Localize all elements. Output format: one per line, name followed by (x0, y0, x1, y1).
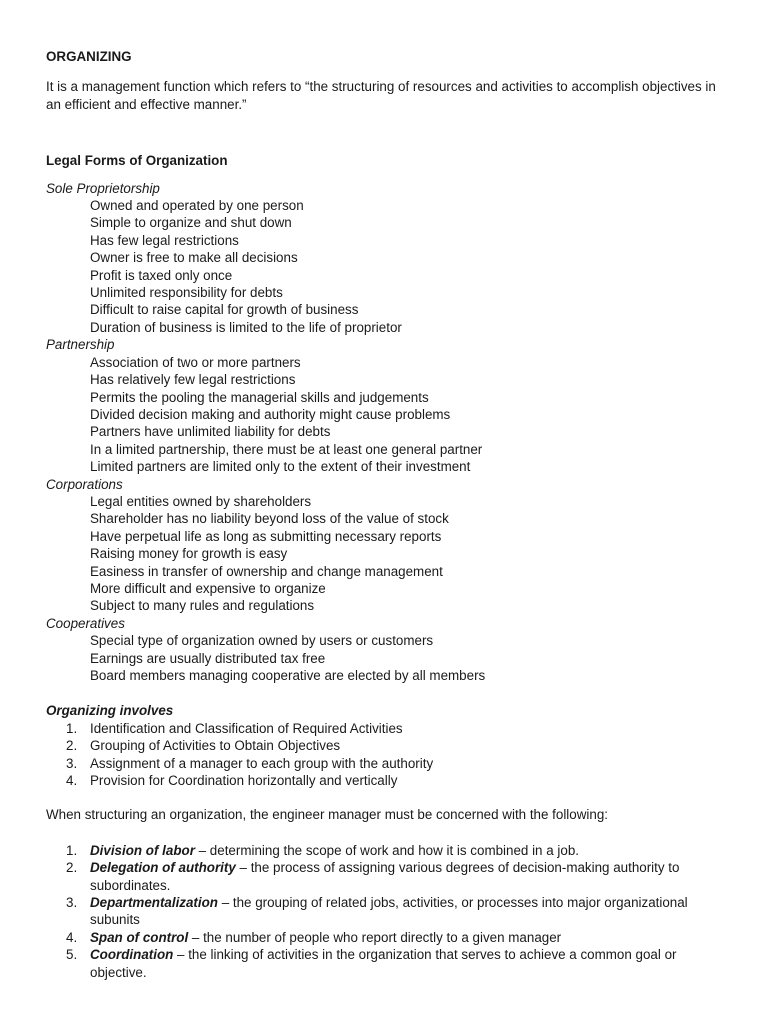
legal-form-item: Board members managing cooperative are elected by all members (90, 668, 486, 683)
list-number: 3. (66, 755, 78, 771)
legal-form-item: Shareholder has no liability beyond loss of the value of stock (90, 511, 449, 527)
legal-form-block (46, 615, 722, 685)
legal-form-name: Corporations (46, 476, 123, 492)
legal-form-item: Has relatively few legal restrictions (90, 372, 296, 388)
involves-item (46, 772, 722, 789)
legal-form-items (46, 197, 722, 336)
legal-form-item: Owner is free to make all decisions (90, 250, 298, 266)
legal-form-item: Unlimited responsibility for debts (90, 285, 283, 301)
concern-term: Coordination (90, 947, 174, 963)
legal-form-block (46, 336, 722, 475)
list-number: 1. (66, 720, 78, 736)
concern-description: – the process of assigning various degrees of decision-making authority to subordinates. (90, 860, 680, 893)
legal-form-name: Partnership (46, 337, 115, 353)
concern-description: – the grouping of related jobs, activities, or processes into major organizational subunits (90, 895, 688, 928)
concern-item (46, 894, 722, 929)
legal-form-item: Subject to many rules and regulations (90, 598, 315, 614)
intro-paragraph: It is a management function which refers to “the structuring of resources and activities to accomplish objectives in an efficient and effective manner.” (46, 79, 716, 112)
legal-form-item: Difficult to raise capital for growth of business (90, 302, 359, 318)
legal-form-item: Divided decision making and authority might cause problems (90, 406, 451, 422)
legal-form-block (46, 180, 722, 337)
legal-form-item: Association of two or more partners (90, 354, 301, 370)
involves-item-text: Identification and Classification of Required Activities (90, 720, 403, 736)
organizing-involves-heading: Organizing involves (46, 703, 174, 719)
list-number: 4. (66, 773, 78, 789)
legal-form-item: Have perpetual life as long as submitting necessary reports (90, 528, 442, 544)
concern-item (46, 842, 722, 859)
legal-form-item: More difficult and expensive to organize (90, 580, 326, 596)
legal-form-item: Simple to organize and shut down (90, 215, 292, 231)
concern-description: – the linking of activities in the organization that serves to achieve a common goal or objective. (90, 947, 677, 980)
organizing-involves-list (46, 720, 722, 790)
legal-form-item: Raising money for growth is easy (90, 546, 288, 562)
concern-term: Span of control (90, 929, 189, 945)
involves-item (46, 720, 722, 737)
legal-form-item: Profit is taxed only once (90, 267, 233, 283)
involves-item-text: Assignment of a manager to each group with the authority (90, 755, 434, 771)
legal-form-block (46, 476, 722, 615)
concern-term: Delegation of authority (90, 860, 236, 876)
legal-form-item: In a limited partnership, there must be at least one general partner (90, 441, 483, 457)
list-number: 3. (66, 895, 78, 911)
involves-item-text: Provision for Coordination horizontally and vertically (90, 773, 398, 789)
legal-form-item: Legal entities owned by shareholders (90, 493, 312, 509)
legal-form-item: Owned and operated by one person (90, 198, 304, 214)
legal-form-name: Cooperatives (46, 615, 125, 631)
legal-form-item: Duration of business is limited to the life of proprietor (90, 319, 402, 335)
concern-description: – the number of people who report directly to a given manager (188, 929, 562, 945)
concern-description: – determining the scope of work and how it is combined in a job. (194, 842, 579, 858)
concern-item (46, 859, 722, 894)
legal-form-item: Easiness in transfer of ownership and change management (90, 563, 443, 579)
legal-form-items (46, 632, 722, 684)
concern-term: Departmentalization (90, 895, 218, 911)
legal-form-name: Sole Proprietorship (46, 180, 160, 196)
list-number: 2. (66, 860, 78, 876)
legal-form-item: Limited partners are limited only to the extent of their investment (90, 459, 471, 475)
structuring-concerns-list (46, 842, 722, 981)
legal-form-item: Earnings are usually distributed tax free (90, 650, 326, 666)
concern-item (46, 946, 722, 981)
list-number: 1. (66, 842, 78, 858)
legal-form-item: Special type of organization owned by users or customers (90, 633, 434, 649)
document-title: ORGANIZING (46, 49, 132, 64)
legal-form-item: Permits the pooling the managerial skills and judgements (90, 389, 429, 405)
legal-form-item: Has few legal restrictions (90, 232, 239, 248)
concern-item (46, 929, 722, 946)
legal-forms-list (46, 180, 722, 685)
involves-item (46, 755, 722, 772)
involves-item (46, 737, 722, 754)
list-number: 5. (66, 947, 78, 963)
legal-form-items (46, 493, 722, 615)
concern-term: Division of labor (90, 842, 195, 858)
involves-item-text: Grouping of Activities to Obtain Objectives (90, 738, 341, 754)
legal-forms-heading: Legal Forms of Organization (46, 153, 228, 169)
list-number: 4. (66, 929, 78, 945)
list-number: 2. (66, 738, 78, 754)
legal-form-item: Partners have unlimited liability for debts (90, 424, 331, 440)
structuring-intro: When structuring an organization, the engineer manager must be concerned with the following: (46, 807, 608, 823)
legal-form-items (46, 354, 722, 476)
